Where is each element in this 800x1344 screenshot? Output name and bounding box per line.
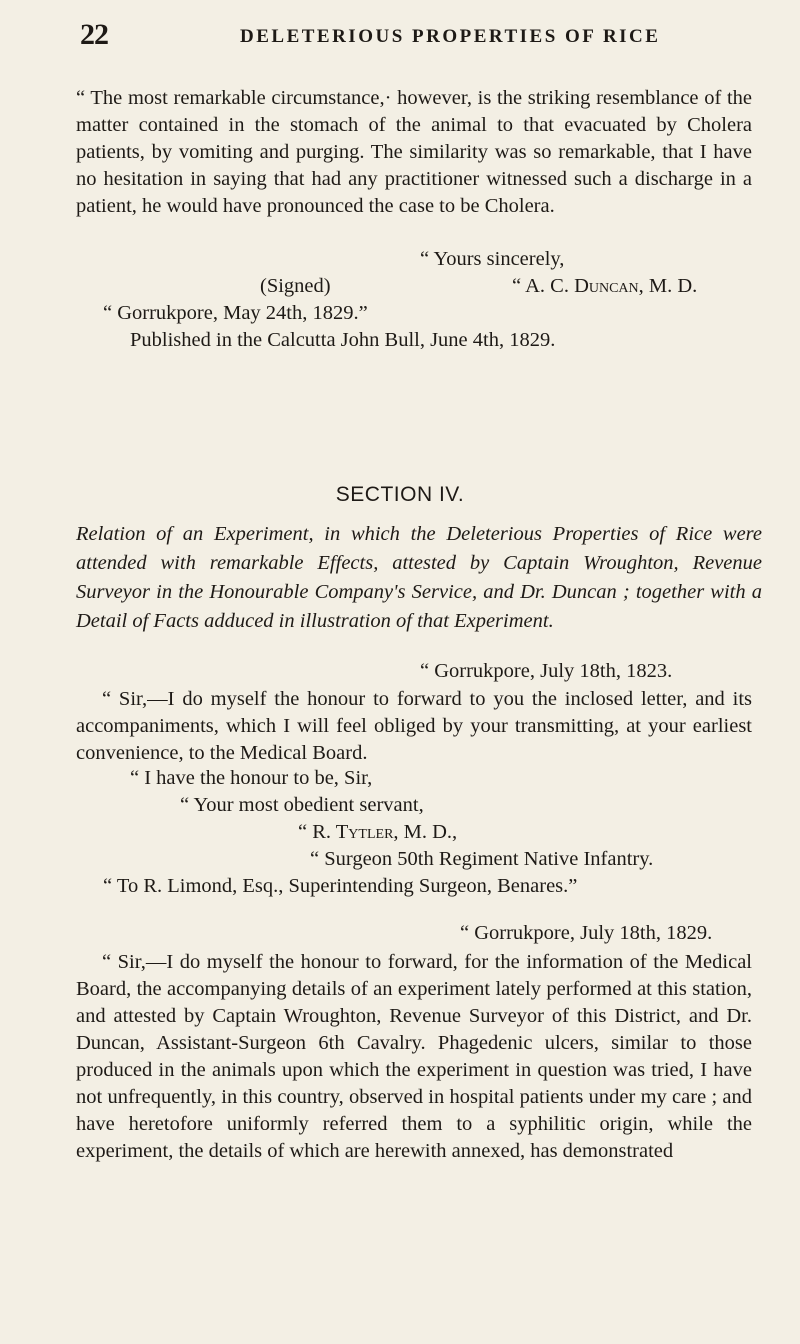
tytler-closing-2: “ Your most obedient servant, — [180, 794, 424, 816]
tytler-signature: “ R. Tytler, M. D., — [298, 821, 458, 843]
tytler-addressee: “ To R. Limond, Esq., Superintending Surgeon, Benares.” — [103, 875, 578, 897]
tytler-letter-date: “ Gorrukpore, July 18th, 1823. — [420, 660, 673, 682]
tytler-closing-1: “ I have the honour to be, Sir, — [130, 767, 373, 789]
second-letter-date: “ Gorrukpore, July 18th, 1829. — [460, 922, 713, 944]
signed-label: (Signed) — [260, 275, 331, 297]
duncan-letter-paragraph: “ The most remarkable circumstance,· however, is the striking resemblance of the matter contained in the stomach of the animal to that evacuated by Cholera patients, by vomiting and purging. The similarity was so remarkable, that I have no hesitation in saying that had any practitioner witnessed such a discharge in a patient, he would have pronounced the case to be Cholera. — [76, 87, 752, 217]
publication-note: Published in the Calcutta John Bull, June 4th, 1829. — [130, 329, 556, 351]
duncan-closing: “ Yours sincerely, — [420, 248, 565, 270]
duncan-place-date: “ Gorrukpore, May 24th, 1829.” — [103, 302, 368, 324]
tytler-letter-body: “ Sir,—I do myself the honour to forward to you the inclosed letter, and its accompaniments, which I will feel obliged by your transmitting, at your earliest convenience, to the Medical Board. — [76, 688, 752, 764]
running-head: DELETERIOUS PROPERTIES OF RICE — [240, 26, 661, 47]
page-header — [0, 18, 800, 62]
page-number: 22 — [80, 18, 108, 51]
tytler-position: “ Surgeon 50th Regiment Native Infantry. — [310, 848, 654, 870]
second-letter-body: “ Sir,—I do myself the honour to forward, for the information of the Medical Board, the accompanying details of an experiment lately performed at this station, and attested by Captain Wroughton, Revenue Surveyor of this District, and Dr. Duncan, Assistant-Surgeon 6th Cavalry. Phagedenic ulcers, similar to those produced in the animals upon which the experiment in question was tried, I have not unfrequently, in this country, observed in hospital patients under my care ; and have heretofore uniformly referred them to a syphilitic origin, while the experiment, the details of which are herewith annexed, has demonstrated — [76, 951, 752, 1162]
section-heading: SECTION IV. — [335, 483, 465, 506]
section-summary: Relation of an Experiment, in which the Deleterious Properties of Rice were attended with remarkable Effects, attested by Captain Wroughton, Revenue Surveyor in the Honourable Company's Service, and Dr. Duncan ; together with a Detail of Facts adduced in illustration of that Experiment. — [76, 523, 762, 632]
duncan-signature: “ A. C. Duncan, M. D. — [512, 275, 698, 297]
